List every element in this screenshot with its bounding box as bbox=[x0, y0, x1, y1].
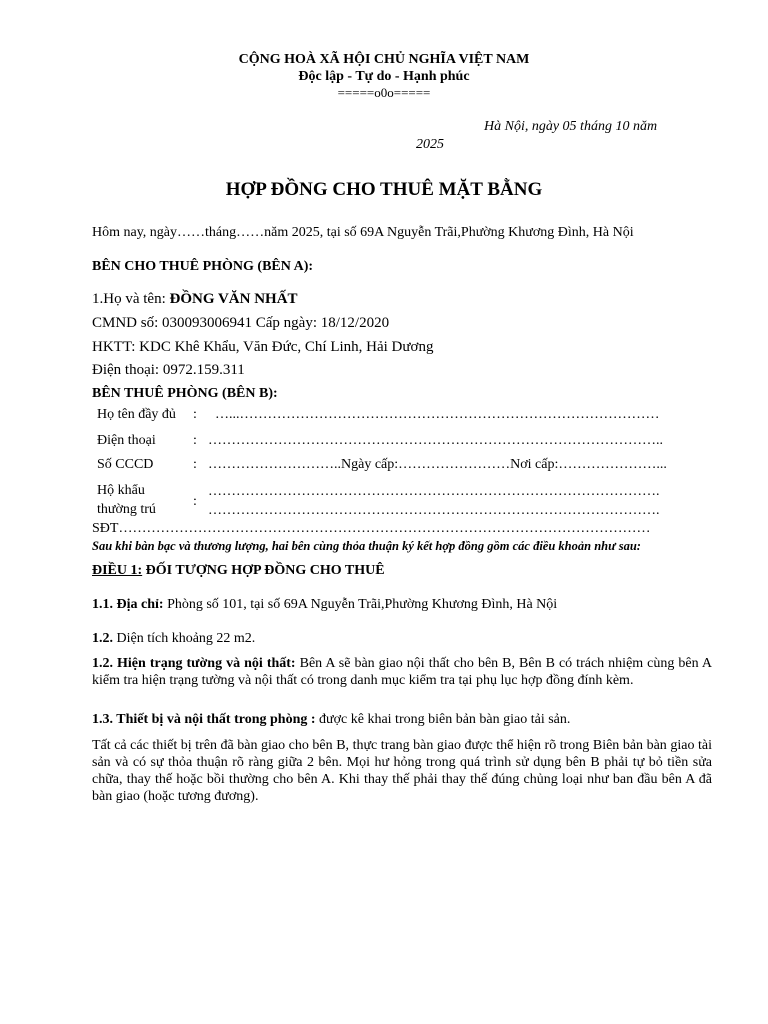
motto: Độc lập - Tự do - Hạnh phúc bbox=[298, 69, 470, 84]
party-a-name-label: 1.Họ và tên: bbox=[92, 291, 170, 307]
date-line-1: Hà Nội, ngày 05 tháng 10 năm bbox=[484, 119, 658, 134]
agreement-note: Sau khi bàn bạc và thương lượng, hai bên cùng thỏa thuận ký kết hợp đồng gồm các điều khoản như sau: bbox=[92, 539, 641, 553]
party-b-fullname-colon: : bbox=[193, 407, 197, 422]
item-1-3-label: 1.3. Thiết bị và nội thất trong phòng : bbox=[92, 712, 316, 727]
item-1-3-text: được kê khai trong biên bản bàn giao tải sản. bbox=[315, 712, 571, 727]
article-1-heading bbox=[92, 563, 385, 579]
ornament-divider: =====o0o===== bbox=[337, 85, 431, 100]
party-a-id: CMND số: 030093006941 Cấp ngày: 18/12/2020 bbox=[92, 315, 390, 331]
party-b-cccd-label: Số CCCD bbox=[97, 457, 154, 472]
item-1-2-condition-text: Bên A sẽ bàn giao nội thất cho bên B, Bên B có trách nhiệm cùng bên A kiểm tra hiện trạng tường và nội thất có trong danh mục kiểm tra tại phụ lục hợp đồng đính kèm. bbox=[92, 656, 712, 688]
item-1-2-condition bbox=[92, 655, 712, 689]
item-1-2-area-text: Diện tích khoảng 22 m2. bbox=[113, 631, 256, 646]
item-1-2-area-label: 1.2. bbox=[92, 631, 113, 646]
party-b-phone-value: …………………………………………………………………………………….. bbox=[208, 433, 663, 448]
item-1-1 bbox=[92, 597, 557, 613]
party-b-residence-value-2: ……………………………………………………………………………………. bbox=[208, 503, 660, 518]
item-1-1-label: 1.1. Địa chỉ: bbox=[92, 597, 164, 612]
closing-paragraph: Tất cả các thiết bị trên đã bàn giao cho bên B, thực trang bàn giao được thể hiện rõ trong Biên bản bàn giao tài sản và có sự thỏa thuận rõ ràng giữa 2 bên. Mọi hư hỏng trong quá trình sử dụng bên B phải tự bỏ tiền sửa chữa, thay thế hoặc bồi thường cho bên A. Khi thay thế phải thay thế đúng chủng loại như ban đầu bên A đã bàn giao (hoặc tương đương). bbox=[92, 738, 712, 804]
article-1-label: ĐIỀU 1: bbox=[92, 563, 143, 578]
party-b-fullname-label: Họ tên đầy đủ bbox=[97, 407, 176, 422]
party-b-heading: BÊN THUÊ PHÒNG (BÊN B): bbox=[92, 386, 278, 401]
party-b-residence-colon: : bbox=[193, 494, 197, 509]
party-b-fullname-value: …...……………………………………………………………………………… bbox=[215, 407, 660, 422]
party-b-residence-value-1: ……………………………………………………………………………………. bbox=[208, 484, 660, 499]
party-a-name-value: ĐỒNG VĂN NHẤT bbox=[169, 291, 298, 307]
party-b-residence-label-2: thường trú bbox=[97, 502, 156, 517]
item-1-2-condition-label: 1.2. Hiện trạng tường và nội thất: bbox=[92, 656, 296, 671]
party-a-address: HKTT: KDC Khê Khẩu, Văn Đức, Chí Linh, Hải Dương bbox=[92, 339, 434, 355]
document-title: HỢP ĐỒNG CHO THUÊ MẶT BẰNG bbox=[225, 179, 543, 200]
party-a-phone: Điện thoại: 0972.159.311 bbox=[92, 362, 245, 378]
party-b-cccd-value: ………………………..Ngày cấp:……………………Nơi cấp:…………………... bbox=[208, 457, 667, 472]
item-1-2-area bbox=[92, 631, 255, 647]
party-a-name bbox=[92, 291, 298, 308]
intro-line: Hôm nay, ngày……tháng……năm 2025, tại số 69A Nguyễn Trãi,Phường Khương Đình, Hà Nội bbox=[92, 225, 634, 240]
party-b-residence-label-1: Hộ khẩu bbox=[97, 483, 145, 498]
item-1-3 bbox=[92, 712, 570, 728]
national-title: CỘNG HOÀ XÃ HỘI CHỦ NGHĨA VIỆT NAM bbox=[238, 52, 530, 67]
party-b-phone-label: Điện thoại bbox=[97, 433, 156, 448]
party-b-cccd-colon: : bbox=[193, 457, 197, 472]
party-b-phone-colon: : bbox=[193, 433, 197, 448]
party-a-heading: BÊN CHO THUÊ PHÒNG (BÊN A): bbox=[92, 259, 314, 274]
item-1-1-text: Phòng số 101, tại số 69A Nguyễn Trãi,Phường Khương Đình, Hà Nội bbox=[163, 597, 558, 612]
date-line-2: 2025 bbox=[416, 137, 444, 152]
party-b-sdt-line: SĐT…………………………………………………………………………………………………… bbox=[92, 521, 651, 536]
article-1-title: ĐỐI TƯỢNG HỢP ĐỒNG CHO THUÊ bbox=[142, 563, 385, 578]
